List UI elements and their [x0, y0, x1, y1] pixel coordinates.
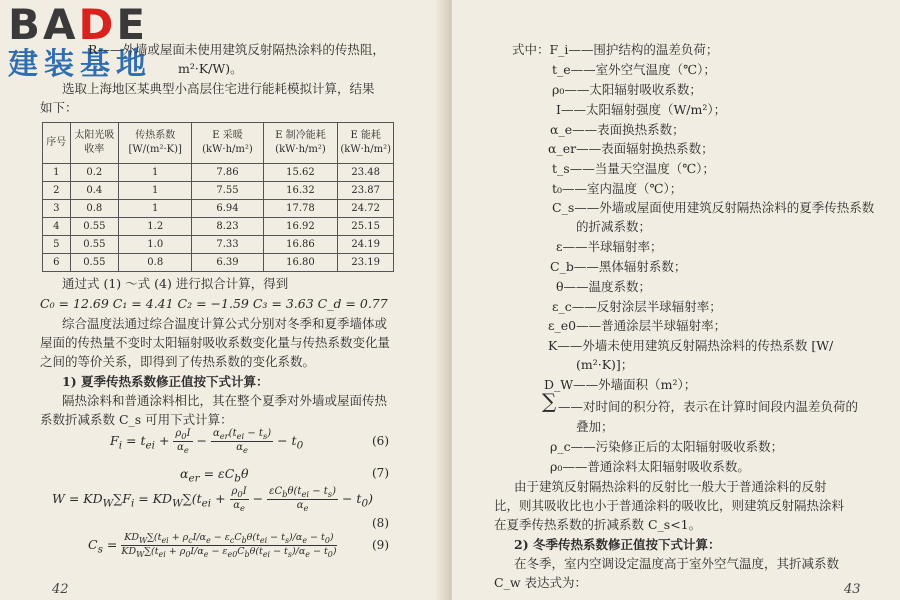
table-row [43, 254, 394, 272]
table-header: E 采暖 (kW·h/m²) [192, 123, 263, 164]
definition-line: 式中：F_i——围护结构的温差负荷； [512, 42, 719, 57]
summation-symbol: ∑ [542, 389, 557, 413]
table-cell: 25.15 [338, 218, 394, 236]
definition-line: α_er——表面辐射换热系数； [548, 141, 714, 156]
table-cell: 1 [119, 200, 192, 218]
table-cell: 5 [43, 236, 71, 254]
equation-8: $W = KD_W\sum F_i = KD_W\sum(t_{ei}$ + $\frac{\rho_0I}{\alpha_e}$ − $\frac{\varepsilon C_b\theta(t_{ei} - t_s)}{\alpha_e}$ − $t_0$) [52, 486, 373, 513]
table-header: 太阳光吸收率 [70, 123, 119, 164]
table-header: E 制冷能耗 (kW·h/m²) [263, 123, 338, 164]
table-cell: 15.62 [263, 164, 338, 182]
text-line: 如下： [40, 100, 78, 115]
table-cell: 17.78 [263, 200, 338, 218]
definition-line: C_b——黑体辐射系数； [550, 259, 687, 274]
table-cell: 7.86 [192, 164, 263, 182]
definition-line: (m²·K)]； [576, 357, 634, 372]
definition-line: ——对时间的积分符，表示在计算时间段内温差负荷的 [558, 399, 859, 414]
table-cell: 1 [43, 164, 71, 182]
table-cell: 2 [43, 182, 71, 200]
table-cell: 0.4 [70, 182, 119, 200]
simulation-table [42, 122, 394, 272]
table-cell: 16.32 [263, 182, 338, 200]
table-cell: 1 [119, 182, 192, 200]
equation-number: (7) [372, 466, 389, 480]
table-row [43, 164, 394, 182]
table-row [43, 236, 394, 254]
page-number: 42 [52, 582, 69, 597]
logo-subtitle: 建装基地 [8, 47, 152, 82]
table-header: 序号 [43, 123, 71, 164]
text-line: 系数折减系数 C_s 可用下式计算： [40, 412, 233, 427]
definition-line: C_s——外墙或屋面使用建筑反射隔热涂料的夏季传热系数 [552, 200, 875, 215]
definition-line: ε_c——反射涂层半球辐射率； [552, 299, 722, 314]
table-header: 传热系数 [W/(m²·K)] [119, 123, 192, 164]
table-row [43, 182, 394, 200]
table-cell: 3 [43, 200, 71, 218]
text-line: 隔热涂料和普通涂料相比，其在整个夏季对外墙或屋面传热 [62, 393, 388, 408]
definition-line: D_W——外墙面积（m²）； [544, 377, 697, 392]
table-cell: 23.19 [338, 254, 394, 272]
table-cell: 1.2 [119, 218, 192, 236]
definition-line: ρ₀——太阳辐射吸收系数； [552, 82, 702, 97]
logo-wordmark: BADE [8, 0, 149, 49]
table-cell: 7.33 [192, 236, 263, 254]
equation-9: $C_s$ = $\frac{KD_W\sum(t_{ei} + \rho_cI/\alpha_e - \varepsilon_cC_b\theta(t_{ei} - t_s)/\alpha_e - t_0)}{KD_W\sum(t_{ei} + \rho_0I/\alpha_e - \varepsilon_{e0}C_b\theta(t_{ei} - t_s)/\alpha_e - t_0)}$ [88, 532, 337, 559]
table-row [43, 218, 394, 236]
table-cell: 0.55 [70, 218, 119, 236]
text-line: 之间的等价关系，即得到了传热系数的变化系数。 [40, 354, 316, 369]
text-line: R——外墙或屋面未使用建筑反射隔热涂料的传热阻， [88, 42, 385, 57]
text-line: 综合温度法通过综合温度计算公式分别对冬季和夏季墙体或 [62, 316, 388, 331]
text-line: 比，则其吸收比也小于普通涂料的吸收比，则建筑反射隔热涂料 [494, 498, 845, 513]
page-number: 43 [844, 582, 861, 597]
table-cell: 0.55 [70, 236, 119, 254]
equation-number: (8) [372, 516, 389, 530]
left-page [0, 0, 448, 600]
text-line: C_w 表达式为： [494, 575, 587, 590]
table-cell: 0.55 [70, 254, 119, 272]
definition-line: ε_e0——普通涂层半球辐射率； [548, 318, 727, 333]
table-row [43, 200, 394, 218]
table-cell: 1 [119, 164, 192, 182]
table-cell: 24.72 [338, 200, 394, 218]
equation-7: $\alpha_{er} = \varepsilon C_b\theta$ [180, 466, 249, 485]
table-cell: 8.23 [192, 218, 263, 236]
table-cell: 23.48 [338, 164, 394, 182]
table-cell: 16.92 [263, 218, 338, 236]
text-line: 屋面的传热量不变时太阳辐射吸收系数变化量与传热系数变化量 [40, 335, 391, 350]
table-cell: 16.80 [263, 254, 338, 272]
text-line: 通过式 (1) ～式 (4) 进行拟合计算，得到 [62, 276, 289, 291]
definition-line: 叠加； [576, 419, 614, 434]
table-cell: 6 [43, 254, 71, 272]
definition-line: ρ₀——普通涂料太阳辐射吸收系数。 [550, 459, 750, 474]
text-line: 由于建筑反射隔热涂料的反射比一般大于普通涂料的反射 [514, 479, 827, 494]
definition-line: t_e——室外空气温度（℃）； [552, 62, 716, 77]
text-line: m²·K/W)。 [178, 61, 243, 76]
definition-line: I——太阳辐射强度（W/m²）； [556, 102, 727, 117]
definition-line: 的折减系数； [576, 219, 652, 234]
text-line: 在冬季，室内空调设定温度高于室外空气温度，其折减系数 [514, 556, 840, 571]
coefficients-line: C₀ = 12.69 C₁ = 4.41 C₂ = −1.59 C₃ = 3.63 C_d = 0.77 [40, 296, 388, 311]
table-cell: 6.39 [192, 254, 263, 272]
table-header-row [43, 123, 394, 164]
definition-line: α_e——表面换热系数； [550, 122, 685, 137]
table-cell: 16.86 [263, 236, 338, 254]
table-cell: 1.0 [119, 236, 192, 254]
definition-line: K——外墙未使用建筑反射隔热涂料的传热系数 [W/ [548, 338, 834, 353]
equation-number: (9) [372, 538, 389, 552]
table-cell: 0.8 [119, 254, 192, 272]
text-line: 选取上海地区某典型小高层住宅进行能耗模拟计算，结果 [62, 81, 375, 96]
section-heading: 2) 冬季传热系数修正值按下式计算： [514, 537, 721, 552]
table-cell: 6.94 [192, 200, 263, 218]
equation-number: (6) [372, 434, 389, 448]
table-cell: 4 [43, 218, 71, 236]
right-page [452, 0, 900, 600]
definition-line: t₀——室内温度（℃）； [552, 181, 683, 196]
table-cell: 7.55 [192, 182, 263, 200]
table-cell: 23.87 [338, 182, 394, 200]
table-header: E 能耗 (kW·h/m²) [338, 123, 394, 164]
text-line: 在夏季传热系数的折减系数 C_s<1。 [494, 517, 702, 532]
equation-6: $F_i = t_{ei}$ + $\frac{\rho_0I}{\alpha_e}$ − $\frac{\alpha_{er}(t_{ei} - t_s)}{\alpha_e}$ − $t_0$ [110, 428, 304, 455]
table-cell: 0.2 [70, 164, 119, 182]
section-heading: 1) 夏季传热系数修正值按下式计算： [62, 374, 269, 389]
definition-line: t_s——当量天空温度（℃）； [552, 161, 715, 176]
table-cell: 0.8 [70, 200, 119, 218]
definition-line: ρ_c——污染修正后的太阳辐射吸收系数； [550, 439, 784, 454]
definition-line: θ——温度系数； [556, 279, 652, 294]
table-cell: 24.19 [338, 236, 394, 254]
definition-line: ε——半球辐射率； [556, 239, 663, 254]
